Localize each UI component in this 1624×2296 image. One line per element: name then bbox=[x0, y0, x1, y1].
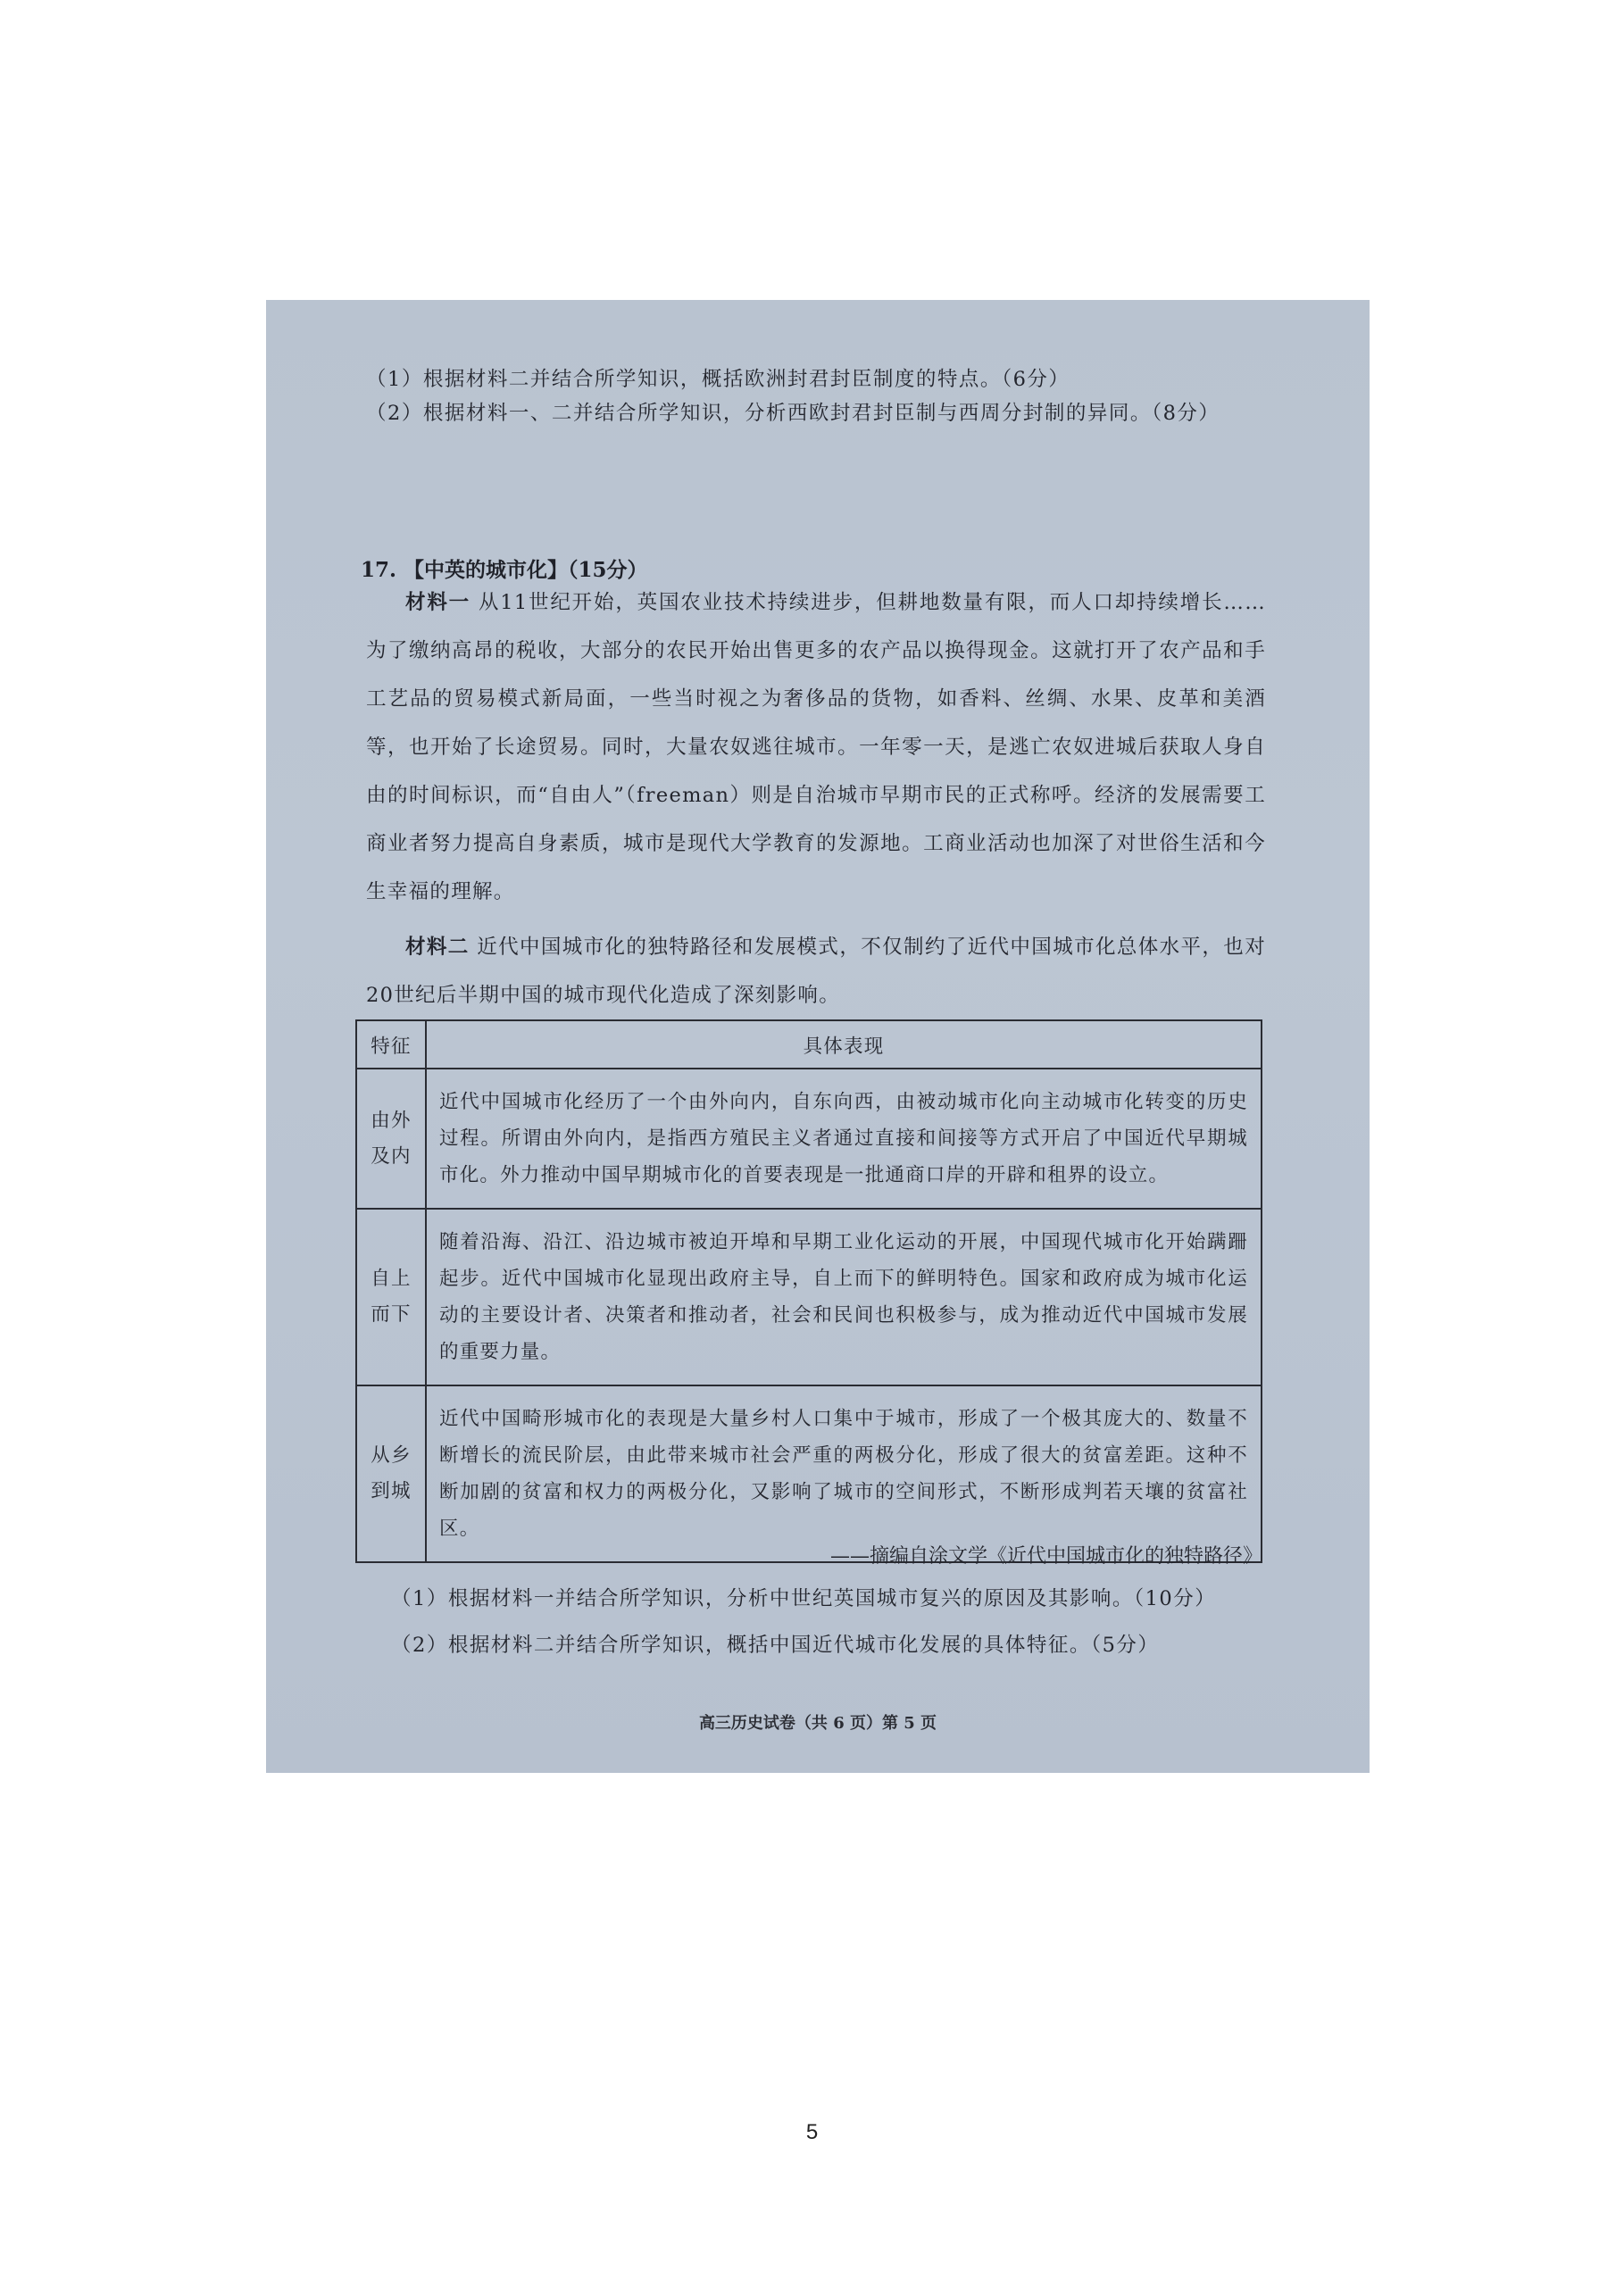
source-citation: ——摘编自涂文学《近代中国城市化的独特路径》 bbox=[829, 1545, 1262, 1568]
material-2 bbox=[366, 923, 1266, 1019]
table-detail-cell: 近代中国畸形城市化的表现是大量乡村人口集中于城市，形成了一个极其庞大的、数量不断增长的流民阶层，由此带来城市社会严重的两极分化，形成了很大的贫富差距。这种不断加剧的贫富和权力的两极分化，又影响了城市的空间形式，不断形成判若天壤的贫富社区。 bbox=[426, 1385, 1262, 1562]
exam-page-photo bbox=[266, 300, 1370, 1773]
table-feature-cell bbox=[356, 1069, 426, 1209]
table-row bbox=[356, 1069, 1262, 1209]
table-header-feature: 特征 bbox=[356, 1020, 426, 1069]
material-2-text: 近代中国城市化的独特路径和发展模式，不仅制约了近代中国城市化总体水平，也对20世纪后半期中国的城市现代化造成了深刻影响。 bbox=[366, 936, 1266, 1007]
material-2-label: 材料二 bbox=[405, 936, 470, 959]
table-header-detail: 具体表现 bbox=[426, 1020, 1262, 1069]
feature-line: 由外 bbox=[371, 1109, 412, 1132]
question-17-part-2: （2）根据材料二并结合所学知识，概括中国近代城市化发展的具体特征。（5分） bbox=[391, 1634, 1160, 1657]
page-number: 5 bbox=[805, 2120, 819, 2144]
question-16-part-2: （2）根据材料一、二并结合所学知识，分析西欧封君封臣制与西周分封制的异同。（8分） bbox=[366, 402, 1220, 425]
material-1-text: 从11世纪开始，英国农业技术持续进步，但耕地数量有限，而人口却持续增长……为了缴纳高昂的税收，大部分的农民开始出售更多的农产品以换得现金。这就打开了农产品和手工艺品的贸易模式新局面，一些当时视之为奢侈品的货物，如香料、丝绸、水果、皮革和美酒等，也开始了长途贸易。同时，大量农奴逃往城市。一年零一天，是逃亡农奴进城后获取人身自由的时间标识，而“自由人”（freeman）则是自治城市早期市民的正式称呼。经济的发展需要工商业者努力提高自身素质，城市是现代大学教育的发源地。工商业活动也加深了对世俗生活和今生幸福的理解。 bbox=[366, 591, 1267, 903]
table-row bbox=[356, 1209, 1262, 1385]
table-header-row bbox=[356, 1020, 1262, 1069]
material-1 bbox=[366, 578, 1266, 916]
feature-line: 自上 bbox=[371, 1268, 412, 1290]
table-feature-cell bbox=[356, 1209, 426, 1385]
material-1-label: 材料一 bbox=[405, 591, 471, 614]
table-detail-cell: 近代中国城市化经历了一个由外向内，自东向西，由被动城市化向主动城市化转变的历史过程。所谓由外向内，是指西方殖民主义者通过直接和间接等方式开启了中国近代早期城市化。外力推动中国早期城市化的首要表现是一批通商口岸的开辟和租界的设立。 bbox=[426, 1069, 1262, 1209]
table-detail-cell: 随着沿海、沿江、沿边城市被迫开埠和早期工业化运动的开展，中国现代城市化开始蹒跚起步。近代中国城市化显现出政府主导，自上而下的鲜明特色。国家和政府成为城市化运动的主要设计者、决策者和推动者，社会和民间也积极参与，成为推动近代中国城市发展的重要力量。 bbox=[426, 1209, 1262, 1385]
feature-line: 及内 bbox=[371, 1144, 412, 1168]
feature-line: 而下 bbox=[371, 1303, 412, 1326]
question-17-part-1: （1）根据材料一并结合所学知识，分析中世纪英国城市复兴的原因及其影响。（10分） bbox=[391, 1587, 1217, 1610]
table-feature-cell bbox=[356, 1385, 426, 1562]
question-16-part-1: （1）根据材料二并结合所学知识，概括欧洲封君封臣制度的特点。（6分） bbox=[366, 368, 1070, 391]
table-row bbox=[356, 1385, 1262, 1562]
question-17-heading: 17. 【中英的城市化】（15分） bbox=[361, 558, 648, 582]
feature-line: 从乡 bbox=[371, 1444, 412, 1467]
material-2-table bbox=[355, 1019, 1262, 1563]
exam-footer: 高三历史试卷（共 6 页）第 5 页 bbox=[698, 1714, 937, 1733]
feature-line: 到城 bbox=[371, 1480, 412, 1502]
